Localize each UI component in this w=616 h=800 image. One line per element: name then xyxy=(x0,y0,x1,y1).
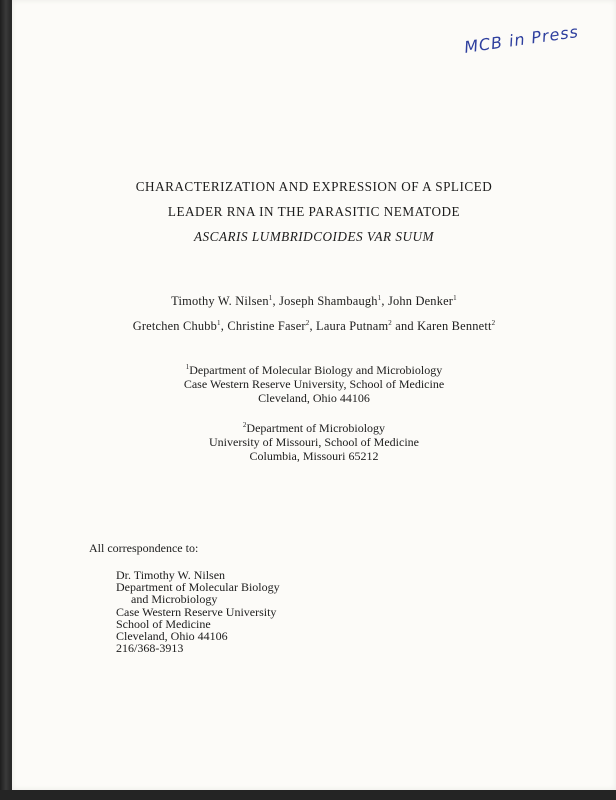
title-line-3: ASCARIS LUMBRIDCOIDES VAR SUUM xyxy=(194,229,434,244)
affiliation-mark: 1 xyxy=(185,363,190,371)
author-name: Laura Putnam xyxy=(316,319,389,333)
paper-sheet xyxy=(12,0,616,790)
affiliation-1 xyxy=(12,363,616,405)
author-affiliation-mark: 2 xyxy=(491,318,496,327)
correspondence-line: Dr. Timothy W. Nilsen xyxy=(116,568,226,582)
affiliation-institution: Case Western Reserve University, School of Medicine xyxy=(183,377,445,391)
title-line-2: LEADER RNA IN THE PARASITIC NEMATODE xyxy=(167,204,461,219)
author-affiliation-mark: 2 xyxy=(388,318,392,327)
author-affiliation-mark: 2 xyxy=(305,318,310,327)
author-affiliation-mark: 1 xyxy=(377,293,382,302)
affiliation-location: Columbia, Missouri 65212 xyxy=(249,449,379,463)
correspondence-line: Cleveland, Ohio 44106 xyxy=(116,629,228,644)
author-name: Christine Faser xyxy=(227,319,306,333)
author-affiliation-mark: 1 xyxy=(268,293,273,302)
affiliation-2 xyxy=(12,421,616,463)
author-name: Joseph Shambaugh xyxy=(279,294,378,308)
handwritten-note: MCB in Press xyxy=(463,21,580,57)
author-affiliation-mark: 1 xyxy=(453,293,457,302)
affiliation-department: Department of Molecular Biology and Microbiology xyxy=(189,363,443,377)
author-line-1: Timothy W. Nilsen$^1$, Joseph Shambaugh$^1$, John Denker$^1$ xyxy=(171,293,457,308)
scan-border xyxy=(0,790,616,800)
correspondence-line: and Microbiology xyxy=(131,592,218,607)
correspondence-label: All correspondence to: xyxy=(89,541,199,555)
correspondence-address xyxy=(116,569,280,654)
affiliation-institution: University of Missouri, School of Medicine xyxy=(209,435,419,449)
correspondence-line: Case Western Reserve University xyxy=(116,604,277,619)
affiliation-mark: 2 xyxy=(242,421,247,429)
affiliation-location: Cleveland, Ohio 44106 xyxy=(258,391,370,405)
author-name: Timothy W. Nilsen xyxy=(171,294,269,308)
author-name: Karen Bennett xyxy=(417,319,492,333)
title-line-1: CHARACTERIZATION AND EXPRESSION OF A SPLICED xyxy=(135,179,493,194)
correspondence-line: School of Medicine xyxy=(116,616,211,631)
author-name: Gretchen Chubb xyxy=(132,319,218,333)
author-name: John Denker xyxy=(387,294,454,308)
author-line-2: Gretchen Chubb$^1$, Christine Faser$^2$, Laura Putnam$^2$ and Karen Bennett$^2$ xyxy=(132,318,496,333)
correspondence-line: 216/368-3913 xyxy=(116,641,184,656)
correspondence-line: Department of Molecular Biology xyxy=(116,580,280,595)
affiliation-department: Department of Microbiology xyxy=(246,421,386,435)
author-affiliation-mark: 1 xyxy=(217,318,221,327)
